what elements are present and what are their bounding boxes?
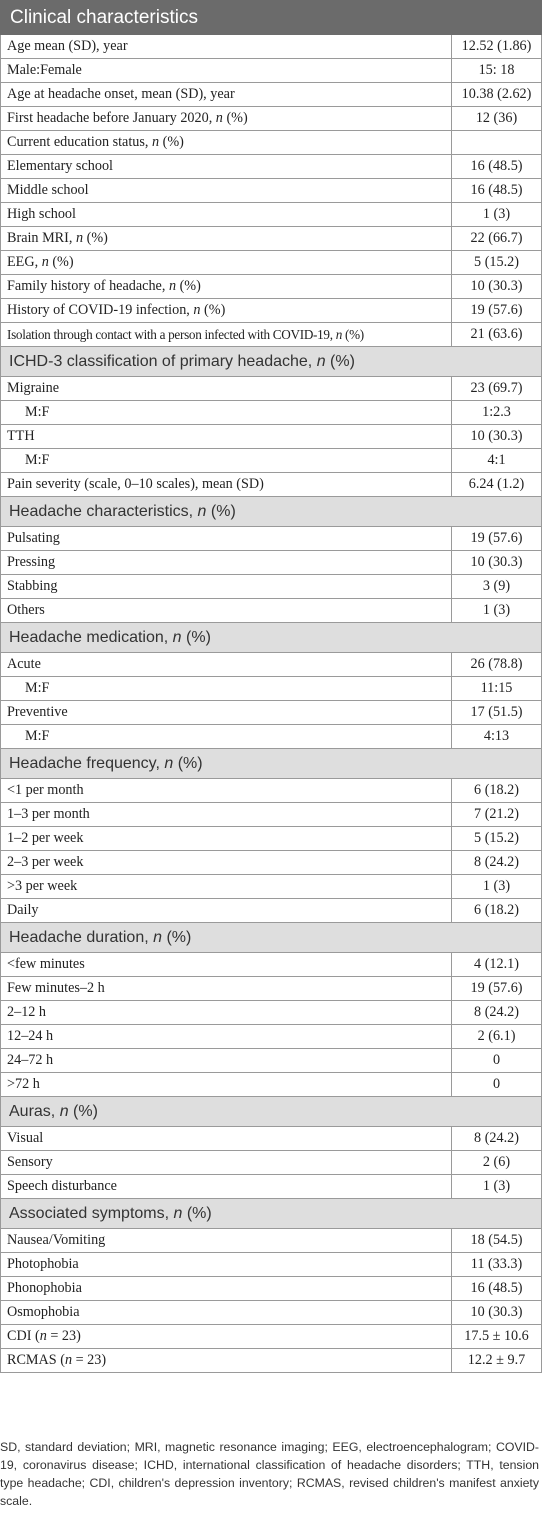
row-value: 1 (3) [452, 875, 542, 899]
row-label [1, 1151, 452, 1175]
row-value: 4:13 [452, 725, 542, 749]
section-title [1, 1199, 542, 1229]
label-text: >3 per week [7, 878, 78, 894]
row-label [1, 575, 452, 599]
label-text: Few minutes–2 h [7, 980, 105, 996]
row-value [452, 131, 542, 155]
row-value: 2 (6.1) [452, 1025, 542, 1049]
section-title [1, 347, 542, 377]
label-text: (%) [206, 502, 236, 520]
row-value: 10.38 (2.62) [452, 83, 542, 107]
label-text: Headache medication, [9, 628, 173, 646]
label-text: = 23) [46, 1328, 81, 1344]
row-label [1, 299, 452, 323]
row-label [1, 1253, 452, 1277]
label-text: = 23) [72, 1352, 107, 1368]
row-value: 10 (30.3) [452, 425, 542, 449]
table-row [1, 401, 542, 425]
italic-n: n [215, 110, 223, 126]
label-text: Middle school [7, 182, 89, 198]
label-text: (%) [222, 110, 248, 126]
row-value: 1 (3) [452, 203, 542, 227]
label-text: Visual [7, 1130, 44, 1146]
row-label [1, 701, 452, 725]
table-row [1, 107, 542, 131]
table-row [1, 203, 542, 227]
label-text: Headache duration, [9, 928, 154, 946]
table-row [1, 1253, 542, 1277]
label-text: (%) [68, 1102, 98, 1120]
table-row [1, 875, 542, 899]
table-row [1, 551, 542, 575]
label-text: M:F [25, 404, 50, 420]
row-label [1, 1127, 452, 1151]
row-label [1, 725, 452, 749]
row-value: 8 (24.2) [452, 1001, 542, 1025]
label-text: Others [7, 602, 45, 618]
label-text: (%) [181, 628, 211, 646]
row-value: 10 (30.3) [452, 551, 542, 575]
label-text: 24–72 h [7, 1052, 54, 1068]
row-value: 4:1 [452, 449, 542, 473]
table-row [1, 425, 542, 449]
row-value: 26 (78.8) [452, 653, 542, 677]
table-row [1, 779, 542, 803]
table-row [1, 1229, 542, 1253]
section-header-row [1, 749, 542, 779]
italic-n: n [64, 1352, 73, 1368]
row-value: 3 (9) [452, 575, 542, 599]
row-label [1, 473, 452, 497]
label-text: CDI ( [7, 1328, 40, 1344]
label-text: Preventive [7, 704, 68, 720]
row-value: 11 (33.3) [452, 1253, 542, 1277]
italic-n: n [152, 134, 160, 150]
section-title [1, 749, 542, 779]
table-row [1, 953, 542, 977]
section-header-row [1, 623, 542, 653]
table-footnote: SD, standard deviation; MRI, magnetic resonance imaging; EEG, electroencephalogram; COVID-19, coronavirus disease; ICHD, international classification of headache disorders; TTH, tension type headache; CDI, children's depression inventory; RCMAS, revised children's manifest anxiety scale. [0, 1440, 539, 1508]
italic-n: n [172, 628, 182, 646]
table-row [1, 1175, 542, 1199]
row-value: 10 (30.3) [452, 1301, 542, 1325]
label-text: History of COVID-19 infection, [7, 302, 194, 318]
label-text: <1 per month [7, 782, 84, 798]
row-value: 18 (54.5) [452, 1229, 542, 1253]
table-row [1, 677, 542, 701]
section-title [1, 923, 542, 953]
table-row [1, 131, 542, 155]
section-title [1, 497, 542, 527]
label-text: Osmophobia [7, 1304, 80, 1320]
row-label [1, 59, 452, 83]
label-text: High school [7, 206, 76, 222]
label-text: Family history of headache, [7, 278, 169, 294]
table-row [1, 977, 542, 1001]
row-value: 10 (30.3) [452, 275, 542, 299]
row-value: 16 (48.5) [452, 155, 542, 179]
label-text: Headache characteristics, [9, 502, 198, 520]
row-label [1, 251, 452, 275]
row-value: 22 (66.7) [452, 227, 542, 251]
table-row [1, 653, 542, 677]
table-body [1, 1, 542, 1373]
section-title [1, 1097, 542, 1127]
table-title: Clinical characteristics [1, 1, 542, 35]
label-text: (%) [48, 254, 74, 270]
row-label [1, 977, 452, 1001]
table-row [1, 323, 542, 347]
row-label [1, 599, 452, 623]
row-label [1, 275, 452, 299]
row-label [1, 377, 452, 401]
table-row [1, 599, 542, 623]
table-row [1, 1301, 542, 1325]
row-label [1, 1049, 452, 1073]
label-text: Elementary school [7, 158, 113, 174]
section-header-row [1, 923, 542, 953]
table-row [1, 275, 542, 299]
label-text: Stabbing [7, 578, 58, 594]
table-row [1, 473, 542, 497]
label-text: TTH [7, 428, 35, 444]
row-label [1, 1325, 452, 1349]
italic-n: n [59, 1102, 69, 1120]
row-label [1, 1073, 452, 1097]
italic-n: n [41, 254, 49, 270]
italic-n: n [164, 754, 174, 772]
table-row [1, 1025, 542, 1049]
italic-n: n [168, 278, 177, 294]
label-text: Photophobia [7, 1256, 79, 1272]
row-label [1, 425, 452, 449]
label-text: Pain severity (scale, 0–10 scales), mean (SD) [7, 476, 264, 492]
row-value: 17 (51.5) [452, 701, 542, 725]
italic-n: n [39, 1328, 47, 1344]
section-header-row [1, 497, 542, 527]
row-label [1, 203, 452, 227]
row-value: 0 [452, 1049, 542, 1073]
table-row [1, 527, 542, 551]
row-value: 1 (3) [452, 599, 542, 623]
label-text: Isolation through contact with a person infected with COVID-19, [7, 326, 336, 342]
italic-n: n [153, 928, 163, 946]
label-text: RCMAS ( [7, 1352, 65, 1368]
table-row [1, 1277, 542, 1301]
section-header-row [1, 1199, 542, 1229]
label-text: M:F [25, 728, 50, 744]
table-row [1, 227, 542, 251]
row-label [1, 35, 452, 59]
italic-n: n [197, 502, 207, 520]
row-value: 1:2.3 [452, 401, 542, 425]
label-text: Auras, [9, 1102, 60, 1120]
row-value: 15: 18 [452, 59, 542, 83]
italic-n: n [193, 302, 201, 318]
row-label [1, 227, 452, 251]
table-row [1, 1349, 542, 1373]
label-text: Age mean (SD), year [7, 38, 128, 54]
table-row [1, 827, 542, 851]
italic-n: n [316, 352, 326, 370]
row-label [1, 827, 452, 851]
label-text: 1–2 per week [7, 830, 84, 846]
row-label [1, 551, 452, 575]
row-value: 1 (3) [452, 1175, 542, 1199]
row-label [1, 323, 452, 347]
section-header-row [1, 1097, 542, 1127]
row-value: 23 (69.7) [452, 377, 542, 401]
table-row [1, 299, 542, 323]
label-text: Age at headache onset, mean (SD), year [7, 86, 235, 102]
label-text: <few minutes [7, 956, 85, 972]
row-label [1, 953, 452, 977]
table-row [1, 179, 542, 203]
label-text: 1–3 per month [7, 806, 90, 822]
label-text: 2–12 h [7, 1004, 47, 1020]
row-value: 12 (36) [452, 107, 542, 131]
row-label [1, 899, 452, 923]
row-label [1, 449, 452, 473]
row-value: 8 (24.2) [452, 1127, 542, 1151]
table-row [1, 251, 542, 275]
table-row [1, 83, 542, 107]
label-text: M:F [25, 680, 50, 696]
italic-n: n [173, 1204, 183, 1222]
section-header-row [1, 347, 542, 377]
label-text: >72 h [7, 1076, 40, 1092]
table-row [1, 155, 542, 179]
row-label [1, 851, 452, 875]
label-text: (%) [325, 352, 355, 370]
label-text: (%) [173, 754, 203, 772]
row-label [1, 779, 452, 803]
table-row [1, 1127, 542, 1151]
row-label [1, 1349, 452, 1373]
table-row [1, 701, 542, 725]
label-text: Daily [7, 902, 39, 918]
row-label [1, 131, 452, 155]
row-label [1, 179, 452, 203]
row-value: 19 (57.6) [452, 977, 542, 1001]
label-text: (%) [162, 928, 192, 946]
label-text: First headache before January 2020, [7, 110, 216, 126]
table-row [1, 725, 542, 749]
row-value: 19 (57.6) [452, 299, 542, 323]
row-value: 5 (15.2) [452, 827, 542, 851]
label-text: ICHD-3 classification of primary headache, [9, 352, 317, 370]
label-text: (%) [182, 1204, 212, 1222]
table-row [1, 1049, 542, 1073]
row-value: 12.2 ± 9.7 [452, 1349, 542, 1373]
row-label [1, 1175, 452, 1199]
label-text: Current education status, [7, 134, 152, 150]
row-value: 7 (21.2) [452, 803, 542, 827]
row-label [1, 653, 452, 677]
table-row [1, 59, 542, 83]
row-value: 11:15 [452, 677, 542, 701]
row-label [1, 107, 452, 131]
table-header-row [1, 1, 542, 35]
row-value: 21 (63.6) [452, 323, 542, 347]
label-text: Brain MRI, [7, 230, 76, 246]
row-value: 8 (24.2) [452, 851, 542, 875]
table-row [1, 1001, 542, 1025]
table-row [1, 35, 542, 59]
table-row [1, 449, 542, 473]
table-row [1, 1325, 542, 1349]
label-text: Phonophobia [7, 1280, 82, 1296]
table-row [1, 803, 542, 827]
label-text: (%) [342, 326, 364, 342]
row-value: 16 (48.5) [452, 179, 542, 203]
row-value: 12.52 (1.86) [452, 35, 542, 59]
row-value: 2 (6) [452, 1151, 542, 1175]
row-label [1, 803, 452, 827]
row-label [1, 401, 452, 425]
table-row [1, 1151, 542, 1175]
row-label [1, 1277, 452, 1301]
label-text: Headache frequency, [9, 754, 165, 772]
label-text: Nausea/Vomiting [7, 1232, 106, 1248]
row-value: 6 (18.2) [452, 899, 542, 923]
label-text: (%) [159, 134, 184, 150]
italic-n: n [75, 230, 84, 246]
label-text: Acute [7, 656, 41, 672]
table-row [1, 899, 542, 923]
row-label [1, 875, 452, 899]
label-text: Male:Female [7, 62, 82, 78]
label-text: Migraine [7, 380, 60, 396]
row-value: 19 (57.6) [452, 527, 542, 551]
row-value: 17.5 ± 10.6 [452, 1325, 542, 1349]
row-label [1, 1229, 452, 1253]
row-value: 4 (12.1) [452, 953, 542, 977]
section-title [1, 623, 542, 653]
label-text: Sensory [7, 1154, 53, 1170]
table-row [1, 851, 542, 875]
label-text: EEG, [7, 254, 42, 270]
row-label [1, 1025, 452, 1049]
label-text: Pressing [7, 554, 56, 570]
row-label [1, 155, 452, 179]
row-value: 16 (48.5) [452, 1277, 542, 1301]
row-value: 5 (15.2) [452, 251, 542, 275]
table-row [1, 377, 542, 401]
table-row [1, 1073, 542, 1097]
row-value: 6 (18.2) [452, 779, 542, 803]
label-text: Associated symptoms, [9, 1204, 174, 1222]
label-text: (%) [83, 230, 108, 246]
label-text: (%) [200, 302, 226, 318]
table-row [1, 575, 542, 599]
label-text: (%) [176, 278, 201, 294]
label-text: M:F [25, 452, 50, 468]
row-label [1, 1301, 452, 1325]
label-text: 12–24 h [7, 1028, 54, 1044]
label-text: Speech disturbance [7, 1178, 117, 1194]
row-label [1, 1001, 452, 1025]
italic-n: n [335, 326, 343, 342]
row-value: 0 [452, 1073, 542, 1097]
row-value: 6.24 (1.2) [452, 473, 542, 497]
label-text: 2–3 per week [7, 854, 84, 870]
row-label [1, 83, 452, 107]
row-label [1, 527, 452, 551]
row-label [1, 677, 452, 701]
label-text: Pulsating [7, 530, 60, 546]
